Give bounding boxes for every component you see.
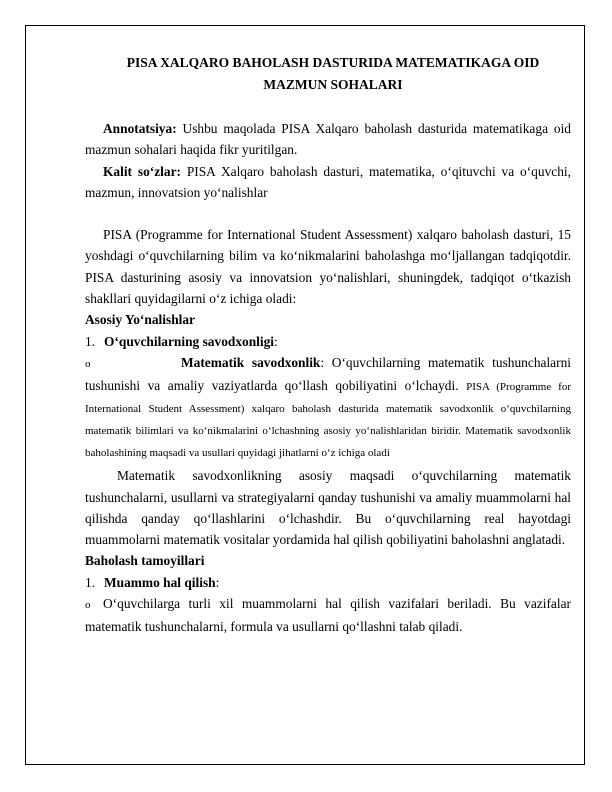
keywords-text: PISA Xalqaro baholash dasturi, matematika, o‘qituvchi va o‘quvchi, mazmun, innovatsion yo‘nalishlar xyxy=(85,163,571,200)
title-line-1: PISA XALQARO BAHOLASH DASTURIDA MATEMATIKAGA OID xyxy=(126,55,540,70)
list-item-savodxonligi xyxy=(85,331,571,352)
list-item-label: O‘quvchilarning savodxonligi xyxy=(104,333,275,349)
document-title xyxy=(85,52,571,96)
list-number: 1. xyxy=(85,574,96,590)
list-item-colon: : xyxy=(274,333,278,349)
list-item-muammo xyxy=(85,572,571,593)
document-body xyxy=(85,52,571,638)
intro-paragraph: PISA (Programme for International Student Assessment) xalqaro baholash dasturi, 15 yoshdagi o‘quvchilarning bilim va ko‘nikmalarini baholashga mo‘ljallangan tadqiqotdir. PISA dasturining asosiy va innovatsion yo‘nalishlari, shuningdek, tadqiqot o‘tkazish shakllari quyidagilarni o‘z ichiga oladi: xyxy=(85,227,571,307)
title-line-2: MAZMUN SOHALARI xyxy=(263,77,403,92)
spacer xyxy=(85,203,571,224)
list-item-label: Muammo hal qilish xyxy=(104,574,216,590)
bullet-text: O‘quvchilarga turli xil muammolarni hal qilish vazifalari beriladi. Bu vazifalar matematik tushunchalarni, formula va usullarni qo‘llashni talab qiladi. xyxy=(85,596,571,635)
annotation-paragraph xyxy=(85,118,571,161)
bullet-marker: o xyxy=(85,357,91,370)
list-item-colon: : xyxy=(215,574,220,590)
annotation-text: Ushbu maqolada PISA Xalqaro baholash dasturida matematikaga oid mazmun sohalari haqida fikr yuritilgan. xyxy=(85,121,571,158)
purpose-paragraph: Matematik savodxonlikning asosiy maqsadi o‘quvchilarning matematik tushunchalarni, usullarni va strategiyalarni qanday tushunishi va amaliy muammolarni hal qilishda qanday qo‘llashlarini o‘lchashdir. Bu o‘quvchilarning real hayotdagi muammolarni matematik vositalar yordamida hal qilish qobiliyatini baholashni anglatadi. xyxy=(85,468,571,548)
bullet-marker: o xyxy=(85,599,91,612)
bullet-text: : O‘quvchilarning matematik tushunchalarni tushunishi va amaliy vaziyatlarda qo‘llash qobiliyatini o‘lchaydi. xyxy=(85,354,572,394)
annotation-label: Annotatsiya: xyxy=(103,121,177,136)
keywords-label: Kalit so‘zlar: xyxy=(103,163,181,179)
keywords-paragraph xyxy=(85,161,571,204)
section-heading-baholash: Baholash tamoyillari xyxy=(85,553,205,569)
bullet-muammo xyxy=(85,593,571,638)
section-heading-asosiy: Asosiy Yo‘nalishlar xyxy=(85,312,195,328)
list-number: 1. xyxy=(85,333,96,349)
bullet-matematik-savodxonlik xyxy=(85,352,571,463)
bullet-small-text: PISA (Programme for International Student Assessment) xalqaro baholash dasturida matematik savodxonlik o‘quvchilarning matematik bilimlari va ko‘nikmalarini o‘lchashning asosiy yo‘nalishlaridan biridir. Matematik savodxonlik baholashining maqsadi va usullari quyidagi jihatlarni o‘z ichiga oladi xyxy=(85,381,572,460)
bullet-label: Matematik savodxonlik xyxy=(181,354,321,370)
